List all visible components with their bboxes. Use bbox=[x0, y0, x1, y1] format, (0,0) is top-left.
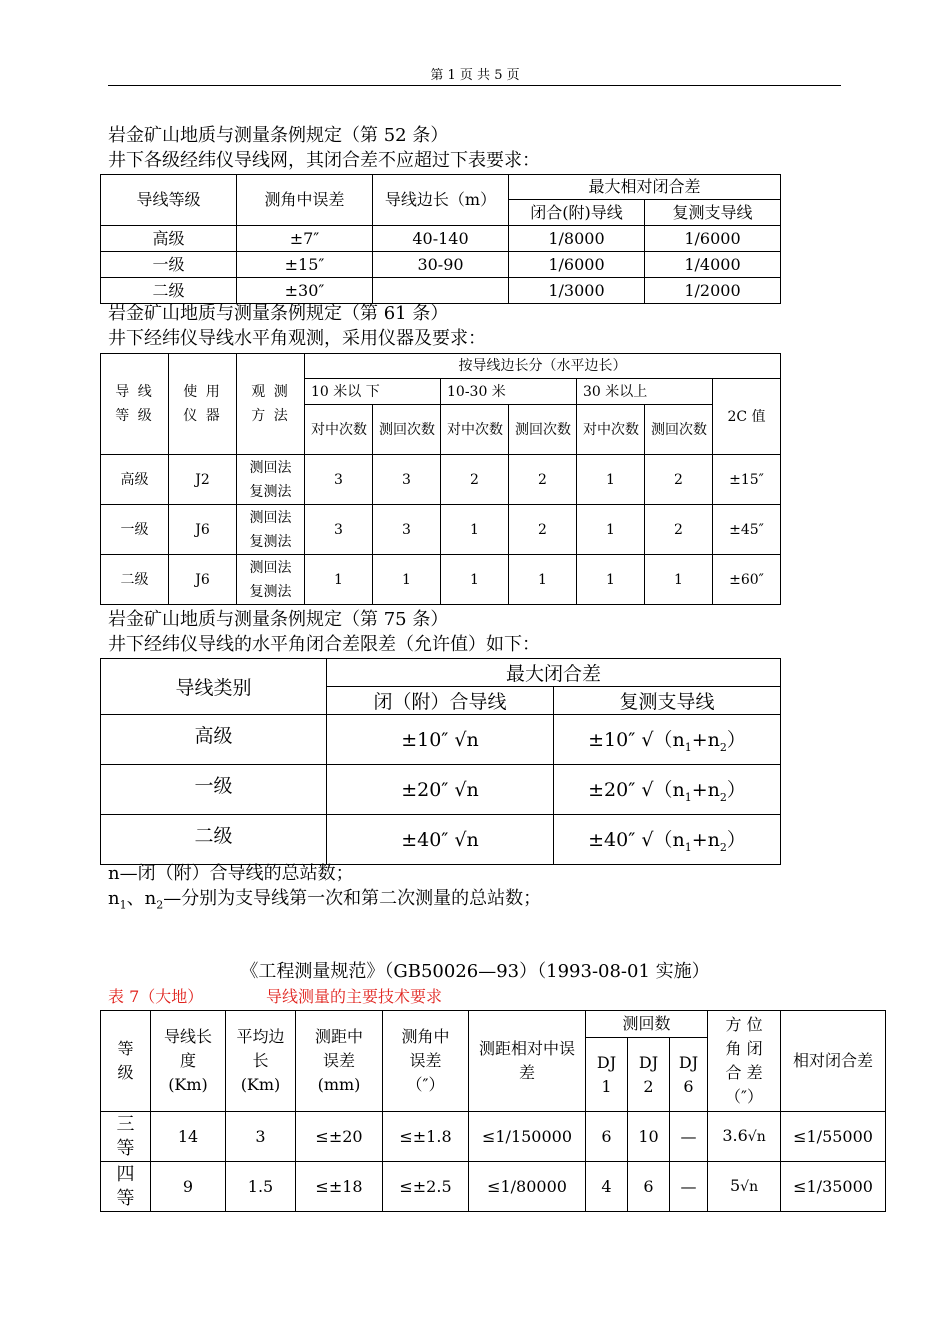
cell-angle: ≤±1.8 bbox=[383, 1112, 469, 1162]
table-61 bbox=[100, 353, 781, 605]
th-rounds: 测回数 bbox=[586, 1011, 708, 1038]
cell-angle: ±7″ bbox=[237, 226, 373, 252]
cell-2c: ±60″ bbox=[713, 555, 781, 605]
th-rel-dist bbox=[469, 1011, 586, 1112]
th-dj2-text: DJ 2 bbox=[638, 1052, 659, 1096]
th-center-3: 对中次数 bbox=[577, 405, 645, 455]
cell-repeat: 1/6000 bbox=[645, 226, 781, 252]
cell-side: 40-140 bbox=[373, 226, 509, 252]
rep-a: ±10″ √（n bbox=[588, 729, 685, 752]
th-side-len: 导线边长（m） bbox=[373, 175, 509, 226]
table-row bbox=[101, 226, 781, 252]
cell-closed: ±10″ √n bbox=[327, 715, 554, 765]
th-dist-err bbox=[296, 1011, 383, 1112]
cell-v: 1 bbox=[509, 555, 577, 605]
rep-c: ） bbox=[726, 779, 746, 802]
th-level bbox=[101, 354, 169, 455]
cell-inst: J6 bbox=[169, 505, 237, 555]
cell-dist: ≤±18 bbox=[296, 1162, 383, 1212]
cell-close: ≤1/55000 bbox=[781, 1112, 886, 1162]
method-2: 复测法 bbox=[249, 533, 292, 550]
cell-repeat bbox=[554, 765, 781, 815]
table-52 bbox=[100, 174, 781, 304]
rep-b: +n bbox=[691, 729, 720, 752]
sqrt-n: √n bbox=[740, 1179, 759, 1195]
th-center-2: 对中次数 bbox=[441, 405, 509, 455]
table-row bbox=[101, 715, 781, 765]
th-length bbox=[151, 1011, 226, 1112]
cell-v: 1 bbox=[441, 555, 509, 605]
cell-closed: ±40″ √n bbox=[327, 815, 554, 865]
th-avg-side-text: 平均边长(Km) bbox=[236, 1027, 285, 1094]
grade-text: 四等 bbox=[116, 1163, 135, 1209]
cell-2c: ±45″ bbox=[713, 505, 781, 555]
cell-method bbox=[237, 455, 305, 505]
cell-side: 30-90 bbox=[373, 252, 509, 278]
th-instrument-text: 使 用 仪 器 bbox=[183, 384, 222, 424]
cell-closed: 1/8000 bbox=[509, 226, 645, 252]
cell-v: 1 bbox=[305, 555, 373, 605]
cell-level: 高级 bbox=[101, 455, 169, 505]
sqrt-n: √n bbox=[747, 1129, 766, 1145]
th-level: 导线等级 bbox=[101, 175, 237, 226]
th-by-side: 按导线边长分（水平边长） bbox=[305, 354, 781, 379]
th-method-text: 观 测 方 法 bbox=[251, 384, 290, 424]
cell-repeat bbox=[554, 715, 781, 765]
note-1: n—闭（附）合导线的总站数； bbox=[108, 863, 354, 884]
cell-dj1: 4 bbox=[586, 1162, 628, 1212]
sub-2: 2 bbox=[719, 740, 727, 754]
cell-closed: 1/3000 bbox=[509, 278, 645, 304]
cell-v: 2 bbox=[645, 455, 713, 505]
cell-level: 一级 bbox=[101, 505, 169, 555]
cell-level: 高级 bbox=[101, 226, 237, 252]
cell-v: 1 bbox=[577, 505, 645, 555]
cell-dj1: 6 bbox=[586, 1112, 628, 1162]
th-azimuth bbox=[708, 1011, 781, 1112]
note-2 bbox=[108, 887, 541, 918]
sec4-label: 表 7（大地） bbox=[108, 987, 204, 1006]
th-2c: 2C 值 bbox=[713, 379, 781, 455]
th-method bbox=[237, 354, 305, 455]
cell-dj2: 10 bbox=[628, 1112, 670, 1162]
cell-side: 3 bbox=[226, 1112, 296, 1162]
th-grade bbox=[101, 1011, 151, 1112]
th-center-1: 对中次数 bbox=[305, 405, 373, 455]
th-rounds-2: 测回次数 bbox=[509, 405, 577, 455]
sec1-desc: 井下各级经纬仪导线网，其闭合差不应超过下表要求： bbox=[108, 150, 540, 171]
th-length-text: 导线长度(Km) bbox=[163, 1027, 212, 1094]
cell-repeat bbox=[554, 815, 781, 865]
cell-dj6: — bbox=[670, 1162, 708, 1212]
cell-dist: ≤±20 bbox=[296, 1112, 383, 1162]
th-instrument bbox=[169, 354, 237, 455]
cell-v: 3 bbox=[305, 455, 373, 505]
th-closed: 闭合(附)导线 bbox=[509, 200, 645, 226]
cell-angle: ±15″ bbox=[237, 252, 373, 278]
th-angle-err bbox=[383, 1011, 469, 1112]
cell-closed: 1/6000 bbox=[509, 252, 645, 278]
th-max-rel: 最大相对闭合差 bbox=[509, 175, 781, 200]
cell-dj2: 6 bbox=[628, 1162, 670, 1212]
table-row bbox=[101, 1162, 886, 1212]
method-1: 测回法 bbox=[249, 559, 292, 576]
th-group-2: 10-30 米 bbox=[441, 379, 577, 405]
cell-dj6: — bbox=[670, 1112, 708, 1162]
cell-angle: ≤±2.5 bbox=[383, 1162, 469, 1212]
th-level-text: 导 线 等 级 bbox=[115, 384, 154, 424]
table-75 bbox=[100, 658, 781, 865]
cell-side: 1.5 bbox=[226, 1162, 296, 1212]
cell-v: 3 bbox=[373, 455, 441, 505]
table-row bbox=[101, 555, 781, 605]
method-2: 复测法 bbox=[249, 483, 292, 500]
th-dj6-text: DJ 6 bbox=[678, 1052, 699, 1096]
th-angle-err: 测角中误差 bbox=[237, 175, 373, 226]
sec2-title: 岩金矿山地质与测量条例规定（第 61 条） bbox=[108, 303, 449, 324]
cell-rel: ≤1/80000 bbox=[469, 1162, 586, 1212]
az-a: 5 bbox=[729, 1176, 741, 1195]
sub-1: 1 bbox=[119, 898, 127, 912]
cell-closed: ±20″ √n bbox=[327, 765, 554, 815]
sec1-title: 岩金矿山地质与测量条例规定（第 52 条） bbox=[108, 125, 449, 146]
rep-a: ±20″ √（n bbox=[588, 779, 685, 802]
cell-grade bbox=[101, 1162, 151, 1212]
method-1: 测回法 bbox=[249, 459, 292, 476]
table-gb50026 bbox=[100, 1010, 886, 1212]
method-2: 复测法 bbox=[249, 583, 292, 600]
th-rounds-3: 测回次数 bbox=[645, 405, 713, 455]
cell-v: 2 bbox=[509, 455, 577, 505]
rep-c: ） bbox=[726, 829, 746, 852]
cell-length: 14 bbox=[151, 1112, 226, 1162]
sec3-desc: 井下经纬仪导线的水平角闭合差限差（允许值）如下： bbox=[108, 634, 540, 655]
sub-2: 2 bbox=[719, 790, 727, 804]
cell-repeat: 1/4000 bbox=[645, 252, 781, 278]
table-row bbox=[101, 455, 781, 505]
sub-2: 2 bbox=[719, 840, 727, 854]
cell-v: 1 bbox=[373, 555, 441, 605]
table-row bbox=[101, 1112, 886, 1162]
rep-c: ） bbox=[726, 729, 746, 752]
cell-type: 一级 bbox=[101, 765, 327, 815]
cell-v: 3 bbox=[373, 505, 441, 555]
th-avg-side bbox=[226, 1011, 296, 1112]
sec4-label2: 导线测量的主要技术要求 bbox=[266, 987, 443, 1006]
cell-v: 2 bbox=[441, 455, 509, 505]
cell-inst: J6 bbox=[169, 555, 237, 605]
cell-type: 高级 bbox=[101, 715, 327, 765]
cell-v: 1 bbox=[577, 555, 645, 605]
cell-grade bbox=[101, 1112, 151, 1162]
note2-a: n bbox=[108, 888, 120, 909]
cell-level: 二级 bbox=[101, 278, 237, 304]
th-dj1 bbox=[586, 1038, 628, 1112]
cell-v: 1 bbox=[441, 505, 509, 555]
th-type: 导线类别 bbox=[101, 659, 327, 715]
sub-1: 1 bbox=[684, 840, 692, 854]
cell-azimuth bbox=[708, 1112, 781, 1162]
sec2-desc: 井下经纬仪导线水平角观测，采用仪器及要求： bbox=[108, 328, 486, 349]
cell-method bbox=[237, 505, 305, 555]
note2-b: 、n bbox=[126, 888, 157, 909]
sec4-title: 《工程测量规范》（GB50026—93）（1993-08-01 实施） bbox=[240, 961, 710, 982]
th-rounds-1: 测回次数 bbox=[373, 405, 441, 455]
th-angle-err-text: 测角中误差（″） bbox=[401, 1027, 450, 1094]
table-row bbox=[101, 815, 781, 865]
th-rel-close bbox=[781, 1011, 886, 1112]
table-row bbox=[101, 765, 781, 815]
sub-2: 2 bbox=[156, 898, 164, 912]
table-row bbox=[101, 278, 781, 304]
cell-inst: J2 bbox=[169, 455, 237, 505]
note2-c: —分别为支导线第一次和第二次测量的总站数； bbox=[163, 888, 542, 909]
cell-close: ≤1/35000 bbox=[781, 1162, 886, 1212]
cell-level: 一级 bbox=[101, 252, 237, 278]
th-azimuth-text: 方 位 角 闭 合 差（″） bbox=[725, 1015, 764, 1106]
cell-repeat: 1/2000 bbox=[645, 278, 781, 304]
header-rule bbox=[108, 85, 841, 86]
th-dj1-text: DJ 1 bbox=[596, 1052, 617, 1096]
th-rel-close-text: 相对闭合差 bbox=[793, 1051, 874, 1070]
th-closed: 闭（附）合导线 bbox=[327, 687, 554, 715]
cell-v: 1 bbox=[577, 455, 645, 505]
az-a: 3.6 bbox=[722, 1126, 748, 1145]
cell-2c: ±15″ bbox=[713, 455, 781, 505]
th-group-3: 30 米以上 bbox=[577, 379, 713, 405]
th-rel-dist-text: 测距相对中误差 bbox=[478, 1039, 575, 1082]
cell-v: 1 bbox=[645, 555, 713, 605]
th-grade-text: 等级 bbox=[117, 1039, 134, 1082]
cell-v: 2 bbox=[645, 505, 713, 555]
th-repeat: 复测支导线 bbox=[554, 687, 781, 715]
cell-azimuth bbox=[708, 1162, 781, 1212]
page-header: 第 1 页 共 5 页 bbox=[430, 68, 520, 83]
th-repeat: 复测支导线 bbox=[645, 200, 781, 226]
cell-type: 二级 bbox=[101, 815, 327, 865]
table-row bbox=[101, 252, 781, 278]
th-dj2 bbox=[628, 1038, 670, 1112]
cell-length: 9 bbox=[151, 1162, 226, 1212]
rep-b: +n bbox=[691, 829, 720, 852]
rep-a: ±40″ √（n bbox=[588, 829, 685, 852]
method-1: 测回法 bbox=[249, 509, 292, 526]
cell-angle: ±30″ bbox=[237, 278, 373, 304]
th-dj6 bbox=[670, 1038, 708, 1112]
sec3-title: 岩金矿山地质与测量条例规定（第 75 条） bbox=[108, 609, 449, 630]
cell-method bbox=[237, 555, 305, 605]
cell-level: 二级 bbox=[101, 555, 169, 605]
th-dist-err-text: 测距中误差(mm) bbox=[314, 1027, 363, 1094]
cell-side bbox=[373, 278, 509, 304]
cell-v: 3 bbox=[305, 505, 373, 555]
th-group-1: 10 米以 下 bbox=[305, 379, 441, 405]
grade-text: 三等 bbox=[116, 1113, 135, 1159]
rep-b: +n bbox=[691, 779, 720, 802]
table-row bbox=[101, 505, 781, 555]
cell-v: 2 bbox=[509, 505, 577, 555]
th-max: 最大闭合差 bbox=[327, 659, 781, 687]
cell-rel: ≤1/150000 bbox=[469, 1112, 586, 1162]
sub-1: 1 bbox=[684, 740, 692, 754]
sub-1: 1 bbox=[684, 790, 692, 804]
